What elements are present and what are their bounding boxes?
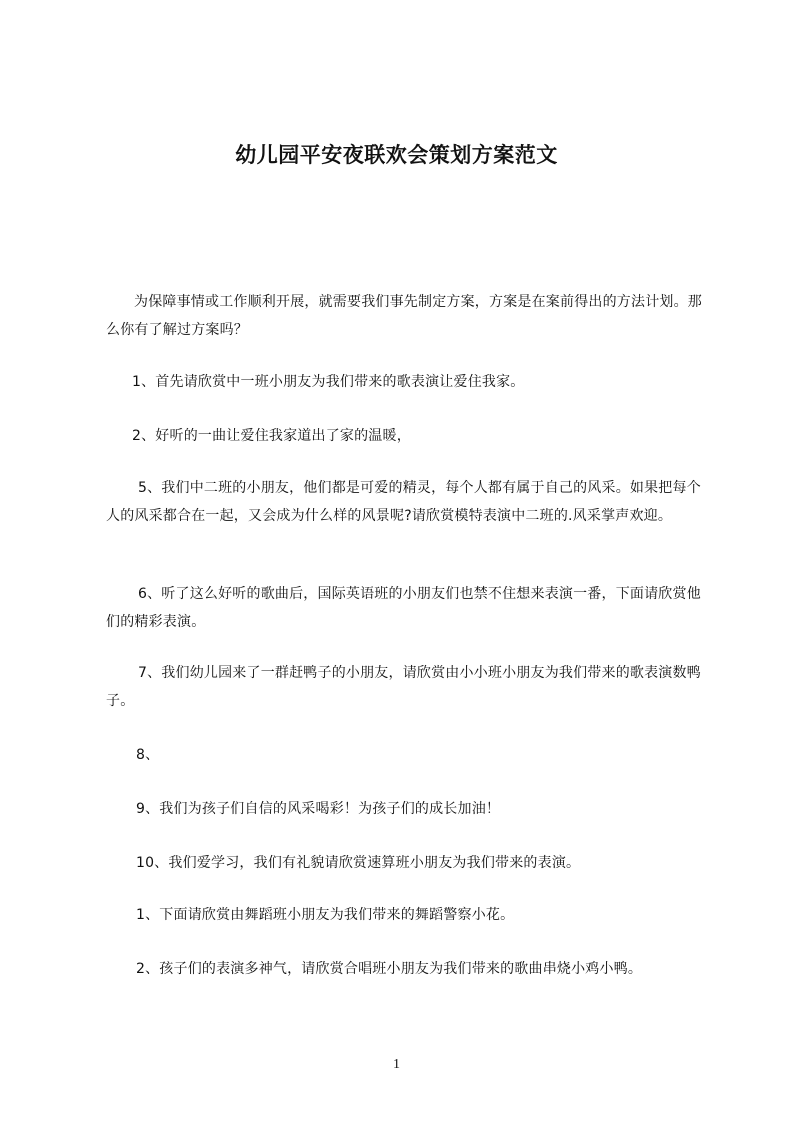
- paragraph-item-6: 6、听了这么好听的歌曲后，国际英语班的小朋友们也禁不住想来表演一番，下面请欣赏他们的精彩表演。: [106, 586, 701, 630]
- paragraph-item-1-dance: 1、下面请欣赏由舞蹈班小朋友为我们带来的舞蹈警察小花。: [136, 907, 515, 923]
- paragraph-item-10: 10、我们爱学习，我们有礼貌请欣赏速算班小朋友为我们带来的表演。: [136, 855, 581, 871]
- paragraph-intro: 为保障事情或工作顺利开展，就需要我们事先制定方案，方案是在案前得出的方法计划。那么你有了解过方案吗？: [106, 294, 702, 338]
- page-number: 1: [393, 1057, 400, 1072]
- paragraph-item-7: 7、我们幼儿园来了一群赶鸭子的小朋友，请欣赏由小小班小朋友为我们带来的歌表演数鸭子。: [106, 665, 701, 709]
- paragraph-item-2-choir: 2、孩子们的表演多神气，请欣赏合唱班小朋友为我们带来的歌曲串烧小鸡小鸭。: [136, 961, 643, 977]
- paragraph-item-5: 5、我们中二班的小朋友，他们都是可爱的精灵，每个人都有属于自己的风采。如果把每个人的风采都合在一起，又会成为什么样的风景呢?请欣赏模特表演中二班的.风采掌声欢迎。: [106, 480, 701, 524]
- paragraph-item-8: 8、: [136, 747, 160, 763]
- paragraph-item-1: 1、首先请欣赏中一班小朋友为我们带来的歌表演让爱住我家。: [132, 374, 525, 390]
- paragraph-item-2: 2、好听的一曲让爱住我家道出了家的温暖，: [132, 428, 411, 444]
- document-title: 幼儿园平安夜联欢会策划方案范文: [235, 143, 558, 167]
- paragraph-item-9: 9、我们为孩子们自信的风采喝彩！为孩子们的成长加油！: [136, 801, 501, 817]
